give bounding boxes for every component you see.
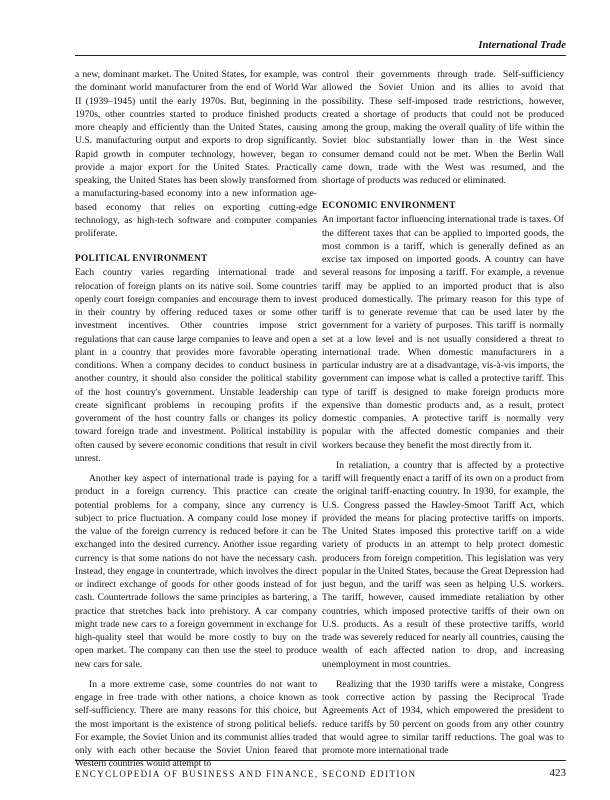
- paragraph-gap: [322, 671, 564, 678]
- running-head: International Trade: [478, 40, 566, 51]
- page-number: 423: [549, 767, 566, 779]
- paragraph: In a more extreme case, some countries do not want to engage in free trade with other nations, a choice known as self-sufficiency. There are many reasons for this choice, but the most important is the existence of strong political beliefs. For example, the Soviet Union and its communist allies traded only with each other because the Soviet Union feared that Western countries would attempt to: [75, 678, 317, 770]
- paragraph: Each country varies regarding international trade and relocation of foreign plants on its native soil. Some countries openly court foreign companies and encourage them to invest in their country by offering reduced taxes or some other investment incentives. Other countries impose strict regulations that can cause large companies to leave and open a plant in a country that provides more favorable operating conditions. When a company decides to conduct business in another country, it should also consider the political stability of the host country's government. Unstable leadership can create significant problems in recouping profits if the government of the host country falls or changes its policy toward foreign trade and investment. Political instability is often caused by severe economic conditions that result in civil unrest.: [75, 267, 317, 464]
- paragraph: Another key aspect of international trade is paying for a product in a foreign currency. This practice can create potential problems for a company, since any currency is subject to price fluctuation. A company could lose money if the value of the foreign currency is reduced before it can be exchanged into the desired currency. Another issue regarding currency is that some nations do not have the necessary cash. Instead, they engage in countertrade, which involves the direct or indirect exchange of goods for other goods instead of for cash. Countertrade follows the same principles as bartering, a practice that stretches back into prehistory. A car company might trade new cars to a foreign government in exchange for high-quality steel that would be more costly to buy on the open market. The company can then use the steel to produce new cars for sale.: [75, 473, 317, 670]
- footer-rule: [75, 760, 566, 761]
- left-column: [75, 68, 317, 771]
- section-heading-economic: ECONOMIC ENVIRONMENT: [322, 200, 456, 211]
- paragraph-gap: [75, 671, 317, 678]
- paragraph-gap: [75, 465, 317, 472]
- section-heading-political: POLITICAL ENVIRONMENT: [75, 253, 208, 264]
- header-rule: [75, 55, 566, 56]
- paragraph-gap: [322, 452, 564, 459]
- publication-title: ENCYCLOPEDIA OF BUSINESS AND FINANCE, SECOND EDITION: [75, 769, 417, 779]
- paragraph: control their governments through trade. Self-sufficiency allowed the Soviet Union and its allies to avoid that possibility. These self-imposed trade restrictions, however, created a shortage of products that could not be produced among the group, making the overall quality of life within the Soviet bloc substantially lower than in the West since consumer demand could not be met. When the Berlin Wall came down, trade with the West was resumed, and the shortage of products was reduced or eliminated.: [322, 69, 564, 186]
- right-column: [322, 68, 564, 757]
- paragraph: Realizing that the 1930 tariffs were a mistake, Congress took corrective action by passing the Reciprocal Trade Agreements Act of 1934, which empowered the president to reduce tariffs by 50 percent on goods from any other country that would agree to similar tariff reductions. The goal was to promote more international trade: [322, 678, 564, 756]
- paragraph: In retaliation, a country that is affected by a protective tariff will frequently enact a tariff of its own on a product from the original tariff-enacting country. In 1930, for example, the U.S. Congress passed the Hawley-Smoot Tariff Act, which provided the means for placing protective tariffs on imports. The United States imposed this protective tariff on a wide variety of products in an attempt to help protect domestic producers from foreign competition. This legislation was very popular in the United States, because the Great Depression had just begun, and the tariff was seen as helping U.S. workers. The tariff, however, caused immediate retaliation by other countries, which imposed protective tariffs of their own on U.S. products. As a result of these protective tariffs, world trade was severely reduced for nearly all countries, causing the wealth of each affected nation to drop, and increasing unemployment in most countries.: [322, 459, 564, 670]
- paragraph: An important factor influencing international trade is taxes. Of the different taxes that can be applied to imported goods, the most common is a tariff, which is generally defined as an excise tax imposed on imported goods. A country can have several reasons for imposing a tariff. For example, a revenue tariff may be applied to an imported product that is also produced domestically. The primary reason for this type of tariff is to generate revenue that can be used later by the government for a variety of purposes. This tariff is normally set at a low level and is not usually considered a threat to international trade. When domestic manufacturers in a particular industry are at a disadvantage, vis-à-vis imports, the government can impose what is called a protective tariff. This type of tariff is designed to make foreign products more expensive than domestic products and, as a result, protect domestic companies. A protective tariff is normally very popular with the affected domestic companies and their workers because they benefit the most directly from it.: [322, 214, 564, 451]
- paragraph: a new, dominant market. The United States, for example, was the dominant world manufacturer from the end of World War II (1939–1945) until the early 1970s. But, beginning in the 1970s, other countries started to produce finished products more cheaply and efficiently than the United States, causing U.S. manufacturing output and exports to drop significantly. Rapid growth in computer technology, however, began to provide a major export for the United States. Practically speaking, the United States has been slowly transformed from a manufacturing-based economy into a new information age-based economy that relies on exporting cutting-edge technology, as high-tech software and computer companies proliferate.: [75, 69, 317, 239]
